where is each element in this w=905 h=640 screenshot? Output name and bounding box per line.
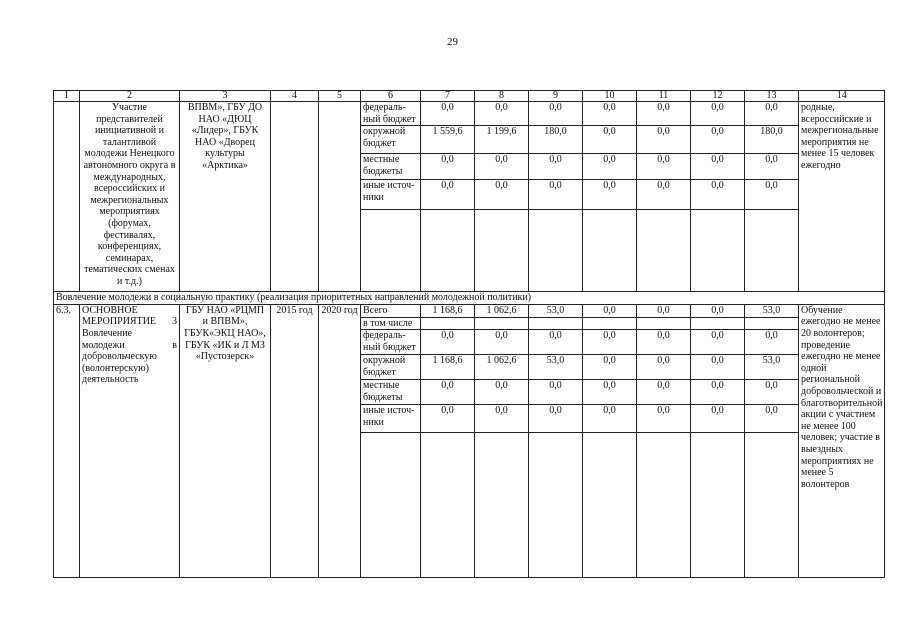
funding-source: окружной бюджет xyxy=(361,126,421,154)
value-cell xyxy=(529,210,583,292)
value-cell: 0,0 xyxy=(691,380,745,405)
value-cell: 0,0 xyxy=(637,102,691,126)
value-cell: 0,0 xyxy=(637,405,691,433)
value-cell: 0,0 xyxy=(529,380,583,405)
value-cell xyxy=(529,433,583,578)
value-cell: 53,0 xyxy=(745,304,799,317)
col-number: 8 xyxy=(475,91,529,102)
value-cell: 0,0 xyxy=(637,304,691,317)
col-number: 5 xyxy=(319,91,361,102)
value-cell: 0,0 xyxy=(421,330,475,355)
program-table xyxy=(53,90,885,578)
executor-cell: ГБУ НАО «РЦМП и ВПВМ», ГБУК«ЭКЦ НАО», ГБУК «ИК и Л МЗ «Пустозерск» xyxy=(180,304,271,578)
value-cell: 0,0 xyxy=(583,405,637,433)
value-cell: 0,0 xyxy=(583,154,637,180)
funding-source: иные источ-ники xyxy=(361,180,421,210)
value-cell: 0,0 xyxy=(583,102,637,126)
col-number: 1 xyxy=(54,91,80,102)
value-cell: 0,0 xyxy=(745,102,799,126)
value-cell: 1 062,6 xyxy=(475,304,529,317)
value-cell xyxy=(745,317,799,330)
end-year-cell xyxy=(319,102,361,292)
col-number: 13 xyxy=(745,91,799,102)
value-cell xyxy=(637,317,691,330)
program-table-wrapper xyxy=(53,90,885,578)
col-number: 12 xyxy=(691,91,745,102)
value-cell: 0,0 xyxy=(529,330,583,355)
col-number: 4 xyxy=(271,91,319,102)
value-cell: 0,0 xyxy=(529,180,583,210)
value-cell: 1 168,6 xyxy=(421,304,475,317)
row-number-cell xyxy=(54,102,80,292)
start-year-cell xyxy=(271,102,319,292)
value-cell: 0,0 xyxy=(637,330,691,355)
value-cell: 180,0 xyxy=(745,126,799,154)
activity-description: Участие представителей инициативной и талантливой молодежи Ненецкого автономного округа в международных, всероссийских и межрегиональных мероприятиях (форумах, фестивалях, конференциях, семинарах, тематических сменах и т.д.) xyxy=(80,102,180,292)
table-row xyxy=(54,102,885,126)
col-number: 9 xyxy=(529,91,583,102)
funding-source: федераль-ный бюджет xyxy=(361,102,421,126)
col-number: 10 xyxy=(583,91,637,102)
section-title: Вовлечение молодежи в социальную практику (реализация приоритетных направлений молодежной политики) xyxy=(54,292,885,305)
value-cell: 0,0 xyxy=(691,102,745,126)
value-cell: 180,0 xyxy=(529,126,583,154)
value-cell: 0,0 xyxy=(637,355,691,380)
value-cell: 0,0 xyxy=(529,154,583,180)
value-cell: 0,0 xyxy=(691,154,745,180)
value-cell xyxy=(691,317,745,330)
section-row xyxy=(54,292,885,305)
value-cell: 0,0 xyxy=(745,405,799,433)
value-cell: 1 062,6 xyxy=(475,355,529,380)
funding-source xyxy=(361,210,421,292)
value-cell xyxy=(637,433,691,578)
funding-source: иные источ-ники xyxy=(361,405,421,433)
funding-source: местные бюджеты xyxy=(361,380,421,405)
value-cell: 0,0 xyxy=(421,380,475,405)
value-cell xyxy=(475,317,529,330)
value-cell: 0,0 xyxy=(691,304,745,317)
value-cell: 0,0 xyxy=(691,180,745,210)
value-cell xyxy=(691,433,745,578)
col-number: 7 xyxy=(421,91,475,102)
funding-source: федераль-ный бюджет xyxy=(361,330,421,355)
value-cell: 0,0 xyxy=(691,355,745,380)
value-cell: 0,0 xyxy=(583,330,637,355)
col-number: 2 xyxy=(80,91,180,102)
funding-source: Всего xyxy=(361,304,421,317)
funding-source: в том числе xyxy=(361,317,421,330)
value-cell: 0,0 xyxy=(475,180,529,210)
value-cell: 0,0 xyxy=(421,180,475,210)
value-cell: 0,0 xyxy=(691,126,745,154)
col-number: 3 xyxy=(180,91,271,102)
value-cell: 0,0 xyxy=(637,154,691,180)
value-cell: 0,0 xyxy=(637,380,691,405)
value-cell: 0,0 xyxy=(475,102,529,126)
value-cell xyxy=(583,317,637,330)
value-cell: 0,0 xyxy=(691,330,745,355)
activity-description: ОСНОВНОЕ МЕРОПРИЯТИЕ 3 Вовлечение молодежи в добровольческую (волонтерскую) деятельность xyxy=(80,304,180,578)
value-cell: 53,0 xyxy=(745,355,799,380)
value-cell xyxy=(745,433,799,578)
funding-source: окружной бюджет xyxy=(361,355,421,380)
value-cell: 0,0 xyxy=(745,180,799,210)
value-cell: 0,0 xyxy=(583,180,637,210)
column-numbers-row xyxy=(54,91,885,102)
value-cell xyxy=(421,433,475,578)
value-cell: 1 559,6 xyxy=(421,126,475,154)
result-cell: Обучение ежегодно не менее 20 волонтеров; проведение ежегодно не менее одной региональной добровольческой и благотворительной акции с участием не менее 100 человек; участие в выездных мероприятиях не менее 5 волонтеров xyxy=(799,304,885,578)
value-cell: 1 168,6 xyxy=(421,355,475,380)
value-cell: 0,0 xyxy=(745,330,799,355)
value-cell: 53,0 xyxy=(529,304,583,317)
value-cell xyxy=(475,433,529,578)
value-cell xyxy=(475,210,529,292)
value-cell xyxy=(583,433,637,578)
value-cell: 0,0 xyxy=(691,405,745,433)
value-cell: 0,0 xyxy=(745,380,799,405)
value-cell xyxy=(529,317,583,330)
value-cell: 53,0 xyxy=(529,355,583,380)
value-cell xyxy=(691,210,745,292)
col-number: 14 xyxy=(799,91,885,102)
value-cell: 0,0 xyxy=(529,102,583,126)
value-cell: 0,0 xyxy=(583,380,637,405)
value-cell: 0,0 xyxy=(475,154,529,180)
value-cell: 0,0 xyxy=(475,380,529,405)
value-cell: 0,0 xyxy=(583,355,637,380)
end-year-cell: 2020 год xyxy=(319,304,361,578)
executor-cell: ВПВМ», ГБУ ДО НАО «ДЮЦ «Лидер», ГБУК НАО «Дворец культуры «Арктика» xyxy=(180,102,271,292)
value-cell: 0,0 xyxy=(583,126,637,154)
value-cell: 0,0 xyxy=(583,304,637,317)
table-row xyxy=(54,304,885,317)
result-cell: родные, всероссийские и межрегиональные мероприятия не менее 15 человек ежегодно xyxy=(799,102,885,292)
value-cell: 0,0 xyxy=(637,126,691,154)
value-cell xyxy=(745,210,799,292)
funding-source xyxy=(361,433,421,578)
row-number-cell: 6.3. xyxy=(54,304,80,578)
funding-source: местные бюджеты xyxy=(361,154,421,180)
col-number: 6 xyxy=(361,91,421,102)
value-cell: 0,0 xyxy=(421,154,475,180)
value-cell xyxy=(583,210,637,292)
page-number: 29 xyxy=(447,36,458,48)
value-cell xyxy=(421,210,475,292)
value-cell: 0,0 xyxy=(529,405,583,433)
col-number: 11 xyxy=(637,91,691,102)
value-cell: 0,0 xyxy=(637,180,691,210)
value-cell: 1 199,6 xyxy=(475,126,529,154)
value-cell: 0,0 xyxy=(745,154,799,180)
value-cell: 0,0 xyxy=(475,405,529,433)
value-cell xyxy=(637,210,691,292)
value-cell: 0,0 xyxy=(475,330,529,355)
value-cell: 0,0 xyxy=(421,102,475,126)
start-year-cell: 2015 год xyxy=(271,304,319,578)
value-cell xyxy=(421,317,475,330)
value-cell: 0,0 xyxy=(421,405,475,433)
